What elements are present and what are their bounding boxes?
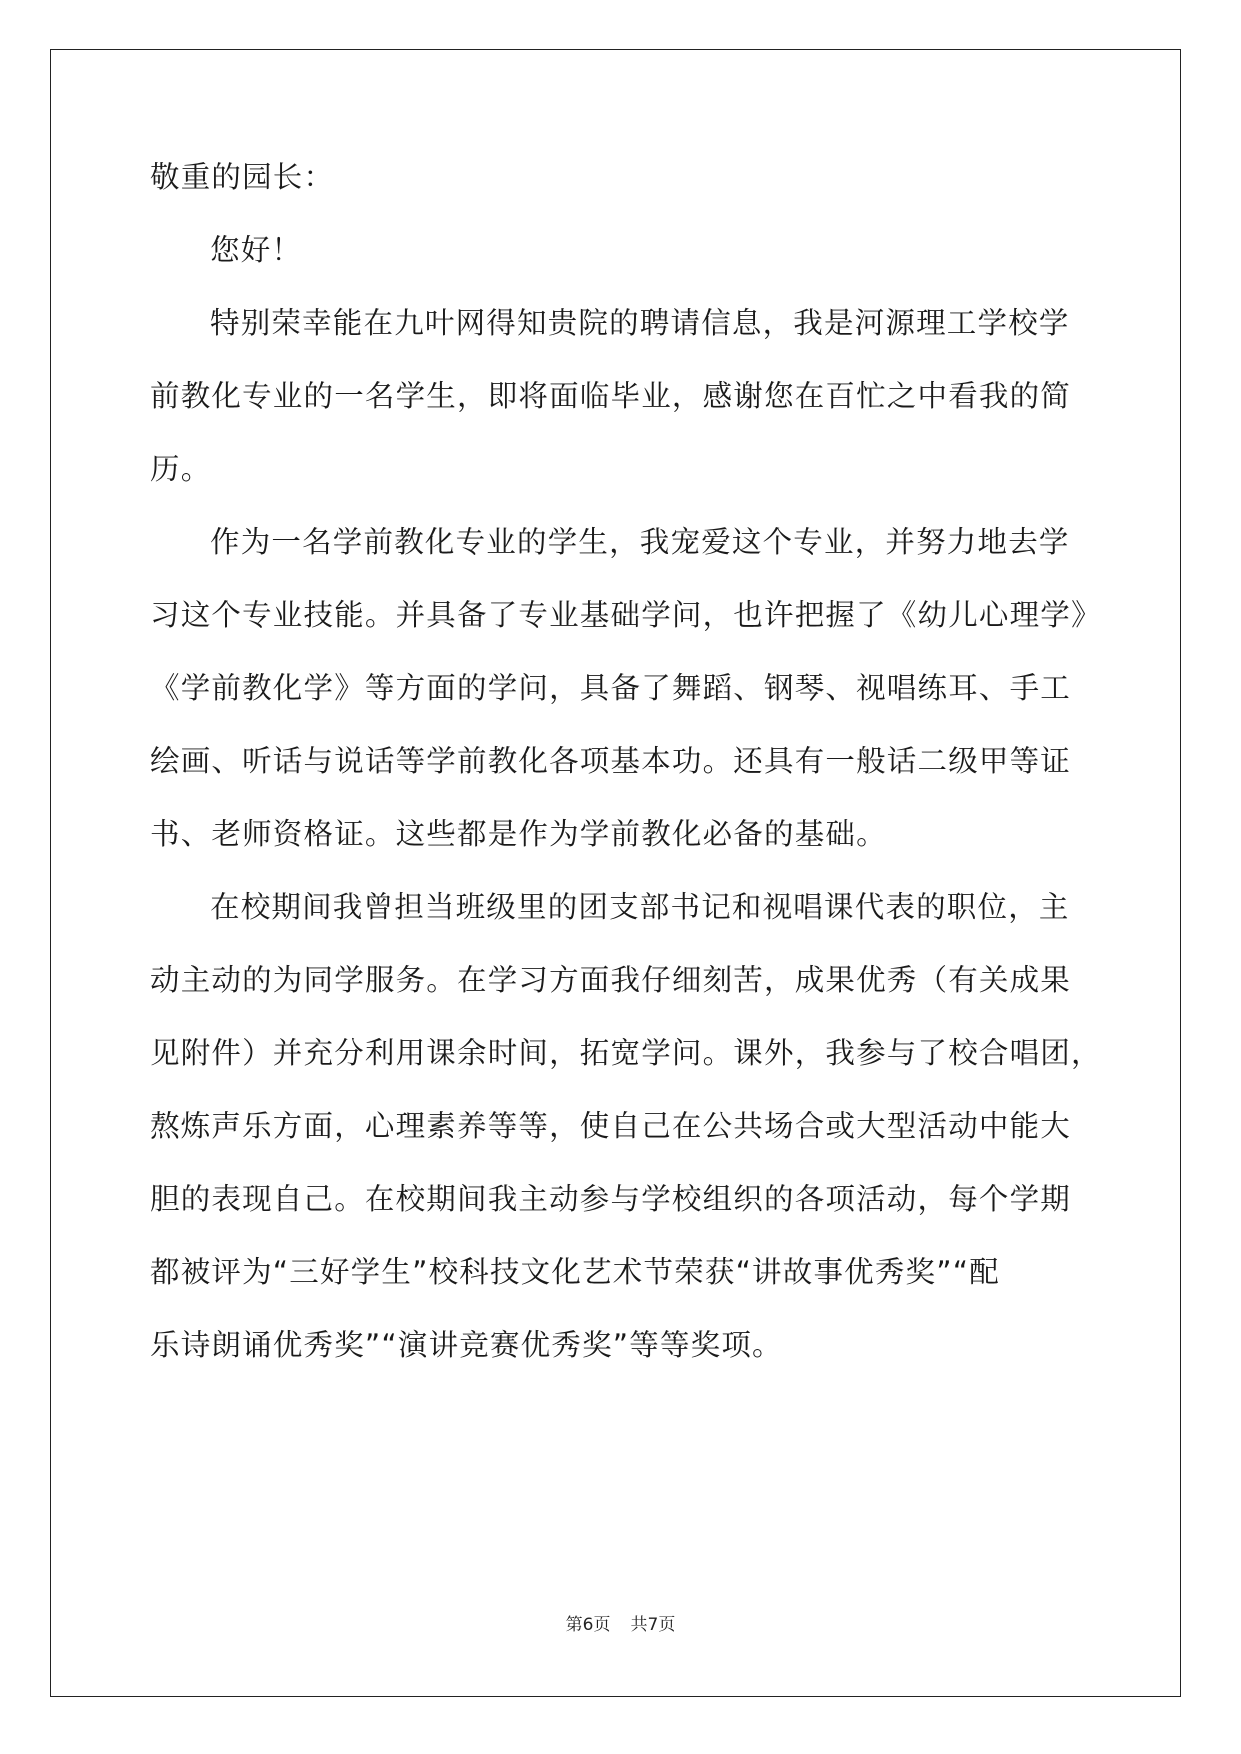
paragraph-line: 在校期间我曾担当班级里的团支部书记和视唱课代表的职位，主	[210, 890, 1070, 924]
paragraph-line: 《学前教化学》等方面的学问，具备了舞蹈、钢琴、视唱练耳、手工	[150, 671, 1072, 705]
page-footer	[0, 1610, 1241, 1635]
paragraph-line: 见附件）并充分利用课余时间，拓宽学问。课外，我参与了校合唱团，	[150, 1036, 1102, 1070]
paragraph-line: 历。	[150, 452, 212, 486]
letter-body	[150, 160, 1102, 1403]
page-total: 7	[647, 1615, 659, 1635]
paragraph-line: 作为一名学前教化专业的学生，我宠爱这个专业，并努力地去学	[210, 525, 1070, 559]
page-current: 6	[582, 1615, 594, 1635]
page-suffix: 页	[593, 1615, 611, 1635]
paragraph-line: 乐诗朗诵优秀奖”“演讲竞赛优秀奖”等等奖项。	[150, 1328, 783, 1362]
paragraph-line: 都被评为“三好学生”校科技文化艺术节荣获“讲故事优秀奖”“配	[150, 1255, 1000, 1289]
total-suffix: 页	[658, 1615, 676, 1635]
paragraph-line: 特别荣幸能在九叶网得知贵院的聘请信息，我是河源理工学校学	[210, 306, 1070, 340]
paragraph-line: 书、老师资格证。这些都是作为学前教化必备的基础。	[150, 817, 887, 851]
paragraph-line: 绘画、听话与说话等学前教化各项基本功。还具有一般话二级甲等证	[150, 744, 1072, 778]
paragraph-line: 习这个专业技能。并具备了专业基础学问，也许把握了《幼儿心理学》	[150, 598, 1102, 632]
paragraph-line: 动主动的为同学服务。在学习方面我仔细刻苦，成果优秀（有关成果	[150, 963, 1072, 997]
page-prefix: 第	[565, 1615, 583, 1635]
greeting-line: 您好！	[210, 233, 303, 267]
paragraph-line: 前教化专业的一名学生，即将面临毕业，感谢您在百忙之中看我的简	[150, 379, 1072, 413]
total-prefix: 共	[630, 1615, 648, 1635]
paragraph-line: 熬炼声乐方面，心理素养等等，使自己在公共场合或大型活动中能大	[150, 1109, 1072, 1143]
salutation-line: 敬重的园长：	[150, 160, 335, 194]
paragraph-line: 胆的表现自己。在校期间我主动参与学校组织的各项活动，每个学期	[150, 1182, 1072, 1216]
